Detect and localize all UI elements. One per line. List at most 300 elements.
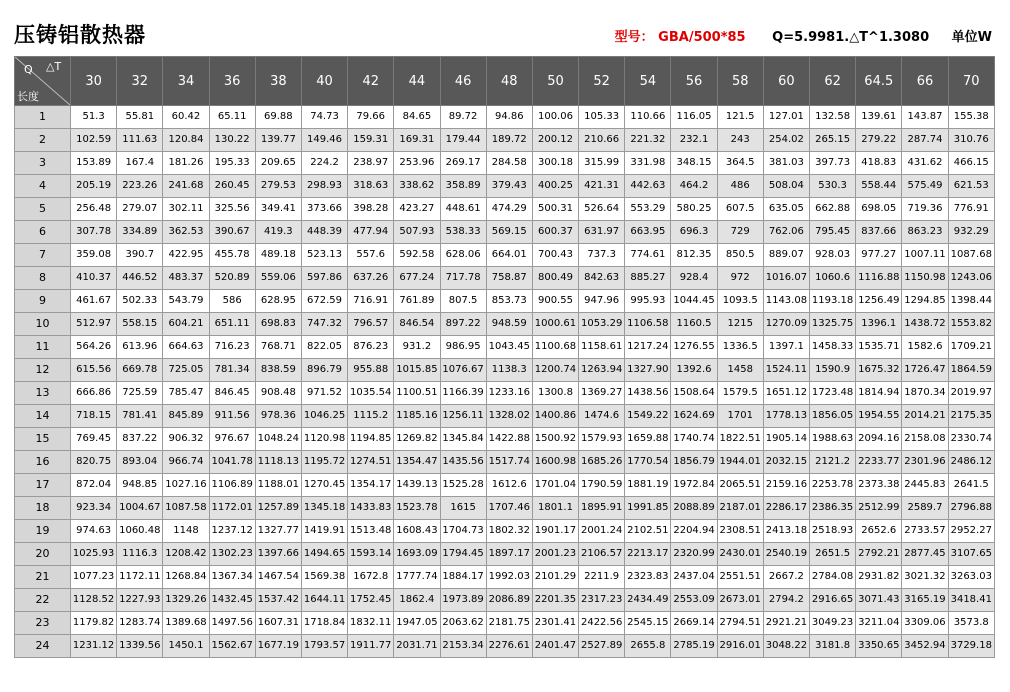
value-cell: 1077.23 — [71, 566, 117, 589]
value-cell: 559.06 — [255, 267, 301, 290]
value-cell: 1723.48 — [810, 382, 856, 405]
value-cell: 2213.17 — [625, 543, 671, 566]
value-cell: 972 — [717, 267, 763, 290]
value-cell: 3165.19 — [902, 589, 948, 612]
value-cell: 837.66 — [856, 221, 902, 244]
value-cell: 310.76 — [948, 129, 994, 152]
column-header: 64.5 — [856, 57, 902, 106]
value-cell: 2001.24 — [579, 520, 625, 543]
value-cell: 729 — [717, 221, 763, 244]
value-cell: 2308.51 — [717, 520, 763, 543]
length-cell: 5 — [15, 198, 71, 221]
value-cell: 1294.85 — [902, 290, 948, 313]
value-cell: 995.93 — [625, 290, 671, 313]
value-cell: 2181.75 — [486, 612, 532, 635]
value-cell: 795.45 — [810, 221, 856, 244]
length-cell: 3 — [15, 152, 71, 175]
value-cell: 3107.65 — [948, 543, 994, 566]
value-cell: 592.58 — [394, 244, 440, 267]
value-cell: 1269.82 — [394, 428, 440, 451]
value-cell: 1016.07 — [763, 267, 809, 290]
value-cell: 79.66 — [348, 106, 394, 129]
value-cell: 1243.06 — [948, 267, 994, 290]
value-cell: 1856.05 — [810, 405, 856, 428]
value-cell: 51.3 — [71, 106, 117, 129]
value-cell: 966.74 — [163, 451, 209, 474]
value-cell: 796.57 — [348, 313, 394, 336]
value-cell: 461.67 — [71, 290, 117, 313]
value-cell: 486 — [717, 175, 763, 198]
value-cell: 338.62 — [394, 175, 440, 198]
value-cell: 1256.11 — [440, 405, 486, 428]
value-cell: 127.01 — [763, 106, 809, 129]
value-cell: 2019.97 — [948, 382, 994, 405]
value-cell: 1354.17 — [348, 474, 394, 497]
value-cell: 928.03 — [810, 244, 856, 267]
table-row — [15, 543, 995, 566]
value-cell: 1300.8 — [532, 382, 578, 405]
value-cell: 698.05 — [856, 198, 902, 221]
value-cell: 1438.72 — [902, 313, 948, 336]
value-cell: 2784.08 — [810, 566, 856, 589]
length-cell: 4 — [15, 175, 71, 198]
value-cell: 575.49 — [902, 175, 948, 198]
column-header: 58 — [717, 57, 763, 106]
table-row — [15, 336, 995, 359]
value-cell: 2669.14 — [671, 612, 717, 635]
value-cell: 1458.33 — [810, 336, 856, 359]
value-cell: 2330.74 — [948, 428, 994, 451]
value-cell: 1862.4 — [394, 589, 440, 612]
value-cell: 2088.89 — [671, 497, 717, 520]
value-cell: 1106.58 — [625, 313, 671, 336]
value-cell: 637.26 — [348, 267, 394, 290]
value-cell: 474.29 — [486, 198, 532, 221]
corner-delta-t-label: △T — [46, 60, 62, 73]
value-cell: 1794.45 — [440, 543, 486, 566]
value-cell: 911.56 — [209, 405, 255, 428]
value-cell: 110.66 — [625, 106, 671, 129]
value-cell: 102.59 — [71, 129, 117, 152]
value-cell: 850.5 — [717, 244, 763, 267]
value-cell: 120.84 — [163, 129, 209, 152]
value-cell: 1400.86 — [532, 405, 578, 428]
value-cell: 1227.93 — [117, 589, 163, 612]
value-cell: 2323.83 — [625, 566, 671, 589]
value-cell: 1677.19 — [255, 635, 301, 658]
column-header: 50 — [532, 57, 578, 106]
value-cell: 1704.73 — [440, 520, 486, 543]
value-cell: 1398.44 — [948, 290, 994, 313]
value-cell: 853.73 — [486, 290, 532, 313]
value-cell: 1345.18 — [301, 497, 347, 520]
value-cell: 2121.2 — [810, 451, 856, 474]
value-cell: 1302.23 — [209, 543, 255, 566]
value-cell: 1397.1 — [763, 336, 809, 359]
value-cell: 569.15 — [486, 221, 532, 244]
value-cell: 615.56 — [71, 359, 117, 382]
length-cell: 9 — [15, 290, 71, 313]
value-cell: 2187.01 — [717, 497, 763, 520]
value-cell: 502.33 — [117, 290, 163, 313]
value-cell: 2153.34 — [440, 635, 486, 658]
value-cell: 1283.74 — [117, 612, 163, 635]
value-cell: 1148 — [163, 520, 209, 543]
value-cell: 269.17 — [440, 152, 486, 175]
value-cell: 489.18 — [255, 244, 301, 267]
value-cell: 1590.9 — [810, 359, 856, 382]
value-cell: 1535.71 — [856, 336, 902, 359]
column-header: 32 — [117, 57, 163, 106]
value-cell: 774.61 — [625, 244, 671, 267]
column-header: 48 — [486, 57, 532, 106]
value-cell: 900.55 — [532, 290, 578, 313]
value-cell: 1116.3 — [117, 543, 163, 566]
value-cell: 1128.52 — [71, 589, 117, 612]
value-cell: 526.64 — [579, 198, 625, 221]
value-cell: 1188.01 — [255, 474, 301, 497]
value-cell: 483.37 — [163, 267, 209, 290]
value-cell: 1106.89 — [209, 474, 255, 497]
value-cell: 947.96 — [579, 290, 625, 313]
length-cell: 24 — [15, 635, 71, 658]
table-row — [15, 359, 995, 382]
value-cell: 2159.16 — [763, 474, 809, 497]
value-cell: 1166.39 — [440, 382, 486, 405]
value-cell: 1693.09 — [394, 543, 440, 566]
value-cell: 159.31 — [348, 129, 394, 152]
length-cell: 23 — [15, 612, 71, 635]
table-row — [15, 382, 995, 405]
value-cell: 664.01 — [486, 244, 532, 267]
value-cell: 1644.11 — [301, 589, 347, 612]
value-cell: 978.36 — [255, 405, 301, 428]
value-cell: 55.81 — [117, 106, 163, 129]
value-cell: 1973.89 — [440, 589, 486, 612]
value-cell: 2792.21 — [856, 543, 902, 566]
value-cell: 2401.47 — [532, 635, 578, 658]
length-cell: 19 — [15, 520, 71, 543]
value-cell: 279.53 — [255, 175, 301, 198]
value-cell: 2794.2 — [763, 589, 809, 612]
value-cell: 1832.11 — [348, 612, 394, 635]
value-cell: 1474.6 — [579, 405, 625, 428]
value-cell: 2553.09 — [671, 589, 717, 612]
value-cell: 2796.88 — [948, 497, 994, 520]
value-cell: 2545.15 — [625, 612, 671, 635]
table-row — [15, 198, 995, 221]
value-cell: 2952.27 — [948, 520, 994, 543]
value-cell: 2101.29 — [532, 566, 578, 589]
value-cell: 663.95 — [625, 221, 671, 244]
value-cell: 1419.91 — [301, 520, 347, 543]
table-row — [15, 635, 995, 658]
value-cell: 931.2 — [394, 336, 440, 359]
value-cell: 2877.45 — [902, 543, 948, 566]
value-cell: 2175.35 — [948, 405, 994, 428]
length-cell: 8 — [15, 267, 71, 290]
value-cell: 256.48 — [71, 198, 117, 221]
value-cell: 1433.83 — [348, 497, 394, 520]
value-cell: 1041.78 — [209, 451, 255, 474]
value-cell: 1701.04 — [532, 474, 578, 497]
value-cell: 2086.89 — [486, 589, 532, 612]
value-cell: 3309.06 — [902, 612, 948, 635]
value-cell: 908.48 — [255, 382, 301, 405]
value-cell: 2651.5 — [810, 543, 856, 566]
value-cell: 1120.98 — [301, 428, 347, 451]
value-cell: 209.65 — [255, 152, 301, 175]
value-cell: 758.87 — [486, 267, 532, 290]
value-cell: 2916.65 — [810, 589, 856, 612]
value-cell: 1947.05 — [394, 612, 440, 635]
value-cell: 65.11 — [209, 106, 255, 129]
value-cell: 1048.24 — [255, 428, 301, 451]
column-header: 66 — [902, 57, 948, 106]
value-cell: 1778.13 — [763, 405, 809, 428]
value-cell: 1263.94 — [579, 359, 625, 382]
value-cell: 872.04 — [71, 474, 117, 497]
value-cell: 1327.90 — [625, 359, 671, 382]
value-cell: 1257.89 — [255, 497, 301, 520]
value-cell: 2512.99 — [856, 497, 902, 520]
value-cell: 1327.77 — [255, 520, 301, 543]
value-cell: 2733.57 — [902, 520, 948, 543]
value-cell: 1944.01 — [717, 451, 763, 474]
value-cell: 200.12 — [532, 129, 578, 152]
value-cell: 1801.1 — [532, 497, 578, 520]
value-cell: 1035.54 — [348, 382, 394, 405]
value-cell: 718.15 — [71, 405, 117, 428]
value-cell: 2317.23 — [579, 589, 625, 612]
value-cell: 1608.43 — [394, 520, 440, 543]
value-cell: 2063.62 — [440, 612, 486, 635]
value-cell: 600.37 — [532, 221, 578, 244]
value-cell: 672.59 — [301, 290, 347, 313]
value-cell: 1325.75 — [810, 313, 856, 336]
value-cell: 379.43 — [486, 175, 532, 198]
value-cell: 837.22 — [117, 428, 163, 451]
value-cell: 155.38 — [948, 106, 994, 129]
value-cell: 466.15 — [948, 152, 994, 175]
value-cell: 1143.08 — [763, 290, 809, 313]
value-cell: 669.78 — [117, 359, 163, 382]
value-cell: 1802.32 — [486, 520, 532, 543]
value-cell: 359.08 — [71, 244, 117, 267]
value-cell: 696.3 — [671, 221, 717, 244]
value-cell: 2655.8 — [625, 635, 671, 658]
value-cell: 307.78 — [71, 221, 117, 244]
value-cell: 2551.51 — [717, 566, 763, 589]
value-cell: 1158.61 — [579, 336, 625, 359]
value-cell: 1672.8 — [348, 566, 394, 589]
value-cell: 977.27 — [856, 244, 902, 267]
table-row — [15, 612, 995, 635]
column-header: 52 — [579, 57, 625, 106]
value-cell: 1675.32 — [856, 359, 902, 382]
value-cell: 1046.25 — [301, 405, 347, 428]
value-cell: 2430.01 — [717, 543, 763, 566]
table-row — [15, 474, 995, 497]
value-cell: 1895.91 — [579, 497, 625, 520]
value-cell: 631.97 — [579, 221, 625, 244]
value-cell: 1256.49 — [856, 290, 902, 313]
value-cell: 2386.35 — [810, 497, 856, 520]
value-cell: 1450.1 — [163, 635, 209, 658]
value-cell: 1179.82 — [71, 612, 117, 635]
value-cell: 1043.45 — [486, 336, 532, 359]
value-cell: 1367.34 — [209, 566, 255, 589]
value-cell: 607.5 — [717, 198, 763, 221]
value-cell: 558.44 — [856, 175, 902, 198]
value-cell: 265.15 — [810, 129, 856, 152]
value-cell: 1076.67 — [440, 359, 486, 382]
value-cell: 1435.56 — [440, 451, 486, 474]
value-cell: 838.59 — [255, 359, 301, 382]
value-cell: 2540.19 — [763, 543, 809, 566]
value-cell: 976.67 — [209, 428, 255, 451]
value-cell: 1549.22 — [625, 405, 671, 428]
value-cell: 1270.09 — [763, 313, 809, 336]
value-cell: 2276.61 — [486, 635, 532, 658]
value-cell: 418.83 — [856, 152, 902, 175]
value-cell: 785.47 — [163, 382, 209, 405]
value-cell: 1870.34 — [902, 382, 948, 405]
value-cell: 195.33 — [209, 152, 255, 175]
value-cell: 1814.94 — [856, 382, 902, 405]
value-cell: 1438.56 — [625, 382, 671, 405]
value-cell: 1494.65 — [301, 543, 347, 566]
value-cell: 348.15 — [671, 152, 717, 175]
value-cell: 1100.68 — [532, 336, 578, 359]
value-cell: 971.52 — [301, 382, 347, 405]
value-cell: 1422.88 — [486, 428, 532, 451]
value-cell: 448.39 — [301, 221, 347, 244]
value-cell: 1389.68 — [163, 612, 209, 635]
value-cell: 507.93 — [394, 221, 440, 244]
value-cell: 2652.6 — [856, 520, 902, 543]
value-cell: 3418.41 — [948, 589, 994, 612]
table-body — [15, 106, 995, 658]
value-cell: 446.52 — [117, 267, 163, 290]
value-cell: 132.58 — [810, 106, 856, 129]
value-cell: 181.26 — [163, 152, 209, 175]
value-cell: 1901.17 — [532, 520, 578, 543]
value-cell: 1100.51 — [394, 382, 440, 405]
value-cell: 716.91 — [348, 290, 394, 313]
value-cell: 390.7 — [117, 244, 163, 267]
unit-label: 单位W — [951, 30, 992, 45]
value-cell: 1397.66 — [255, 543, 301, 566]
value-cell: 597.86 — [301, 267, 347, 290]
value-cell: 1093.5 — [717, 290, 763, 313]
value-cell: 955.88 — [348, 359, 394, 382]
model-label: 型号： GBA/500*85 — [614, 30, 746, 45]
value-cell: 2667.2 — [763, 566, 809, 589]
value-cell: 2931.82 — [856, 566, 902, 589]
value-cell: 1150.98 — [902, 267, 948, 290]
value-cell: 1160.5 — [671, 313, 717, 336]
value-cell: 349.41 — [255, 198, 301, 221]
value-cell: 169.31 — [394, 129, 440, 152]
value-cell: 906.32 — [163, 428, 209, 451]
length-cell: 17 — [15, 474, 71, 497]
value-cell: 398.28 — [348, 198, 394, 221]
value-cell: 553.29 — [625, 198, 671, 221]
value-cell: 719.36 — [902, 198, 948, 221]
table-row — [15, 290, 995, 313]
value-cell: 876.23 — [348, 336, 394, 359]
value-cell: 1200.74 — [532, 359, 578, 382]
value-cell: 558.15 — [117, 313, 163, 336]
value-cell: 1328.02 — [486, 405, 532, 428]
value-cell: 1659.88 — [625, 428, 671, 451]
value-cell: 2445.83 — [902, 474, 948, 497]
value-cell: 253.96 — [394, 152, 440, 175]
value-cell: 557.6 — [348, 244, 394, 267]
value-cell: 189.72 — [486, 129, 532, 152]
value-cell: 143.87 — [902, 106, 948, 129]
value-cell: 241.68 — [163, 175, 209, 198]
value-cell: 121.5 — [717, 106, 763, 129]
value-cell: 725.05 — [163, 359, 209, 382]
value-cell: 1185.16 — [394, 405, 440, 428]
value-cell: 2001.23 — [532, 543, 578, 566]
value-cell: 812.35 — [671, 244, 717, 267]
value-cell: 1138.3 — [486, 359, 532, 382]
value-cell: 60.42 — [163, 106, 209, 129]
value-cell: 1579.93 — [579, 428, 625, 451]
value-cell: 1172.11 — [117, 566, 163, 589]
value-cell: 2286.17 — [763, 497, 809, 520]
value-cell: 2158.08 — [902, 428, 948, 451]
value-cell: 390.67 — [209, 221, 255, 244]
value-cell: 1233.16 — [486, 382, 532, 405]
value-cell: 2032.15 — [763, 451, 809, 474]
value-cell: 400.25 — [532, 175, 578, 198]
value-cell: 331.98 — [625, 152, 671, 175]
value-cell: 512.97 — [71, 313, 117, 336]
column-header: 30 — [71, 57, 117, 106]
value-cell: 2422.56 — [579, 612, 625, 635]
value-cell: 1497.56 — [209, 612, 255, 635]
column-header: 60 — [763, 57, 809, 106]
value-cell: 845.89 — [163, 405, 209, 428]
table-row — [15, 428, 995, 451]
value-cell: 254.02 — [763, 129, 809, 152]
value-cell: 530.3 — [810, 175, 856, 198]
value-cell: 1345.84 — [440, 428, 486, 451]
value-cell: 3452.94 — [902, 635, 948, 658]
value-cell: 1115.2 — [348, 405, 394, 428]
value-cell: 2094.16 — [856, 428, 902, 451]
value-cell: 362.53 — [163, 221, 209, 244]
value-cell: 762.06 — [763, 221, 809, 244]
value-cell: 1396.1 — [856, 313, 902, 336]
value-cell: 1881.19 — [625, 474, 671, 497]
value-cell: 315.99 — [579, 152, 625, 175]
length-cell: 12 — [15, 359, 71, 382]
length-cell: 14 — [15, 405, 71, 428]
value-cell: 1988.63 — [810, 428, 856, 451]
value-cell: 1793.57 — [301, 635, 347, 658]
value-cell: 1770.54 — [625, 451, 671, 474]
value-cell: 1118.13 — [255, 451, 301, 474]
value-cell: 2031.71 — [394, 635, 440, 658]
value-cell: 139.61 — [856, 106, 902, 129]
value-cell: 1467.54 — [255, 566, 301, 589]
value-cell: 628.95 — [255, 290, 301, 313]
